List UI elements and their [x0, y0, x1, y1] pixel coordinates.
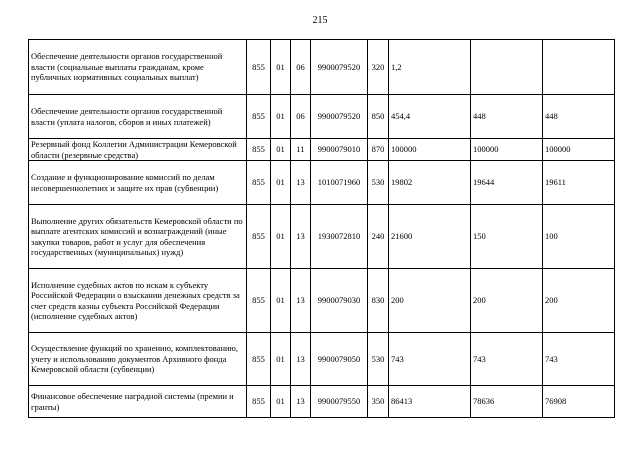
- cell-section-code: 01: [271, 386, 291, 418]
- cell-amount-year-2: 150: [471, 205, 543, 269]
- cell-subsection-code: 06: [291, 95, 311, 139]
- cell-subsection-code: 13: [291, 386, 311, 418]
- cell-expense-type: 830: [368, 269, 389, 333]
- cell-section-code: 01: [271, 40, 291, 95]
- cell-description: Резервный фонд Коллегии Администрации Кемеровской области (резервные средства): [29, 139, 247, 161]
- cell-ministry-code: 855: [247, 95, 271, 139]
- cell-target-article: 9900079550: [311, 386, 368, 418]
- cell-section-code: 01: [271, 269, 291, 333]
- cell-amount-year-1: 743: [389, 333, 471, 386]
- cell-amount-year-2: 200: [471, 269, 543, 333]
- cell-section-code: 01: [271, 139, 291, 161]
- cell-target-article: 9900079050: [311, 333, 368, 386]
- cell-subsection-code: 13: [291, 161, 311, 205]
- cell-description: Выполнение других обязательств Кемеровской области по выплате агентских комиссий и вознаграждений (иные закупки товаров, работ и услуг для обеспечения государственных (муниципальных) нужд): [29, 205, 247, 269]
- cell-target-article: 9900079520: [311, 95, 368, 139]
- cell-amount-year-1: 19802: [389, 161, 471, 205]
- cell-amount-year-3: 76908: [543, 386, 615, 418]
- cell-amount-year-1: 454,4: [389, 95, 471, 139]
- cell-ministry-code: 855: [247, 269, 271, 333]
- cell-expense-type: 320: [368, 40, 389, 95]
- cell-target-article: 9900079010: [311, 139, 368, 161]
- cell-amount-year-2: 19644: [471, 161, 543, 205]
- cell-subsection-code: 13: [291, 269, 311, 333]
- cell-description: Финансовое обеспечение наградной системы (премии и гранты): [29, 386, 247, 418]
- cell-ministry-code: 855: [247, 205, 271, 269]
- cell-expense-type: 870: [368, 139, 389, 161]
- cell-amount-year-2: [471, 40, 543, 95]
- cell-amount-year-1: 100000: [389, 139, 471, 161]
- cell-expense-type: 530: [368, 161, 389, 205]
- cell-amount-year-3: 743: [543, 333, 615, 386]
- cell-ministry-code: 855: [247, 40, 271, 95]
- table-row: [29, 161, 615, 205]
- table-row: [29, 40, 615, 95]
- cell-amount-year-3: 100: [543, 205, 615, 269]
- cell-description: Создание и функционирование комиссий по делам несовершеннолетних и защите их прав (субвенции): [29, 161, 247, 205]
- cell-ministry-code: 855: [247, 386, 271, 418]
- table-row: [29, 205, 615, 269]
- cell-amount-year-3: 448: [543, 95, 615, 139]
- table-row: [29, 333, 615, 386]
- cell-target-article: 9900079030: [311, 269, 368, 333]
- cell-section-code: 01: [271, 161, 291, 205]
- cell-amount-year-3: 100000: [543, 139, 615, 161]
- cell-section-code: 01: [271, 205, 291, 269]
- cell-description: Осуществление функций по хранению, комплектованию, учету и использованию документов Архивного фонда Кемеровской области (субвенции): [29, 333, 247, 386]
- cell-expense-type: 850: [368, 95, 389, 139]
- table-row: [29, 269, 615, 333]
- budget-table: [28, 39, 615, 418]
- cell-amount-year-2: 78636: [471, 386, 543, 418]
- cell-target-article: 1930072810: [311, 205, 368, 269]
- cell-amount-year-1: 1,2: [389, 40, 471, 95]
- table-row: [29, 139, 615, 161]
- cell-subsection-code: 11: [291, 139, 311, 161]
- cell-subsection-code: 13: [291, 333, 311, 386]
- cell-target-article: 1010071960: [311, 161, 368, 205]
- cell-ministry-code: 855: [247, 139, 271, 161]
- cell-amount-year-2: 100000: [471, 139, 543, 161]
- cell-amount-year-3: 200: [543, 269, 615, 333]
- cell-ministry-code: 855: [247, 333, 271, 386]
- cell-section-code: 01: [271, 95, 291, 139]
- cell-subsection-code: 13: [291, 205, 311, 269]
- cell-amount-year-1: 86413: [389, 386, 471, 418]
- cell-section-code: 01: [271, 333, 291, 386]
- cell-description: Обеспечение деятельности органов государственной власти (социальные выплаты гражданам, кроме публичных нормативных социальных выплат): [29, 40, 247, 95]
- cell-ministry-code: 855: [247, 161, 271, 205]
- table-body: [29, 40, 615, 418]
- cell-amount-year-3: [543, 40, 615, 95]
- cell-subsection-code: 06: [291, 40, 311, 95]
- cell-amount-year-1: 21600: [389, 205, 471, 269]
- table-row: [29, 386, 615, 418]
- cell-target-article: 9900079520: [311, 40, 368, 95]
- cell-expense-type: 240: [368, 205, 389, 269]
- page-number: 215: [312, 15, 328, 26]
- cell-description: Обеспечение деятельности органов государственной власти (уплата налогов, сборов и иных платежей): [29, 95, 247, 139]
- cell-amount-year-2: 448: [471, 95, 543, 139]
- cell-expense-type: 350: [368, 386, 389, 418]
- cell-expense-type: 530: [368, 333, 389, 386]
- cell-amount-year-3: 19611: [543, 161, 615, 205]
- cell-description: Исполнение судебных актов по искам к субъекту Российской Федерации о взыскании денежных средств за счет средств казны субъекта Российской Федерации (исполнение судебных актов): [29, 269, 247, 333]
- cell-amount-year-1: 200: [389, 269, 471, 333]
- cell-amount-year-2: 743: [471, 333, 543, 386]
- table-row: [29, 95, 615, 139]
